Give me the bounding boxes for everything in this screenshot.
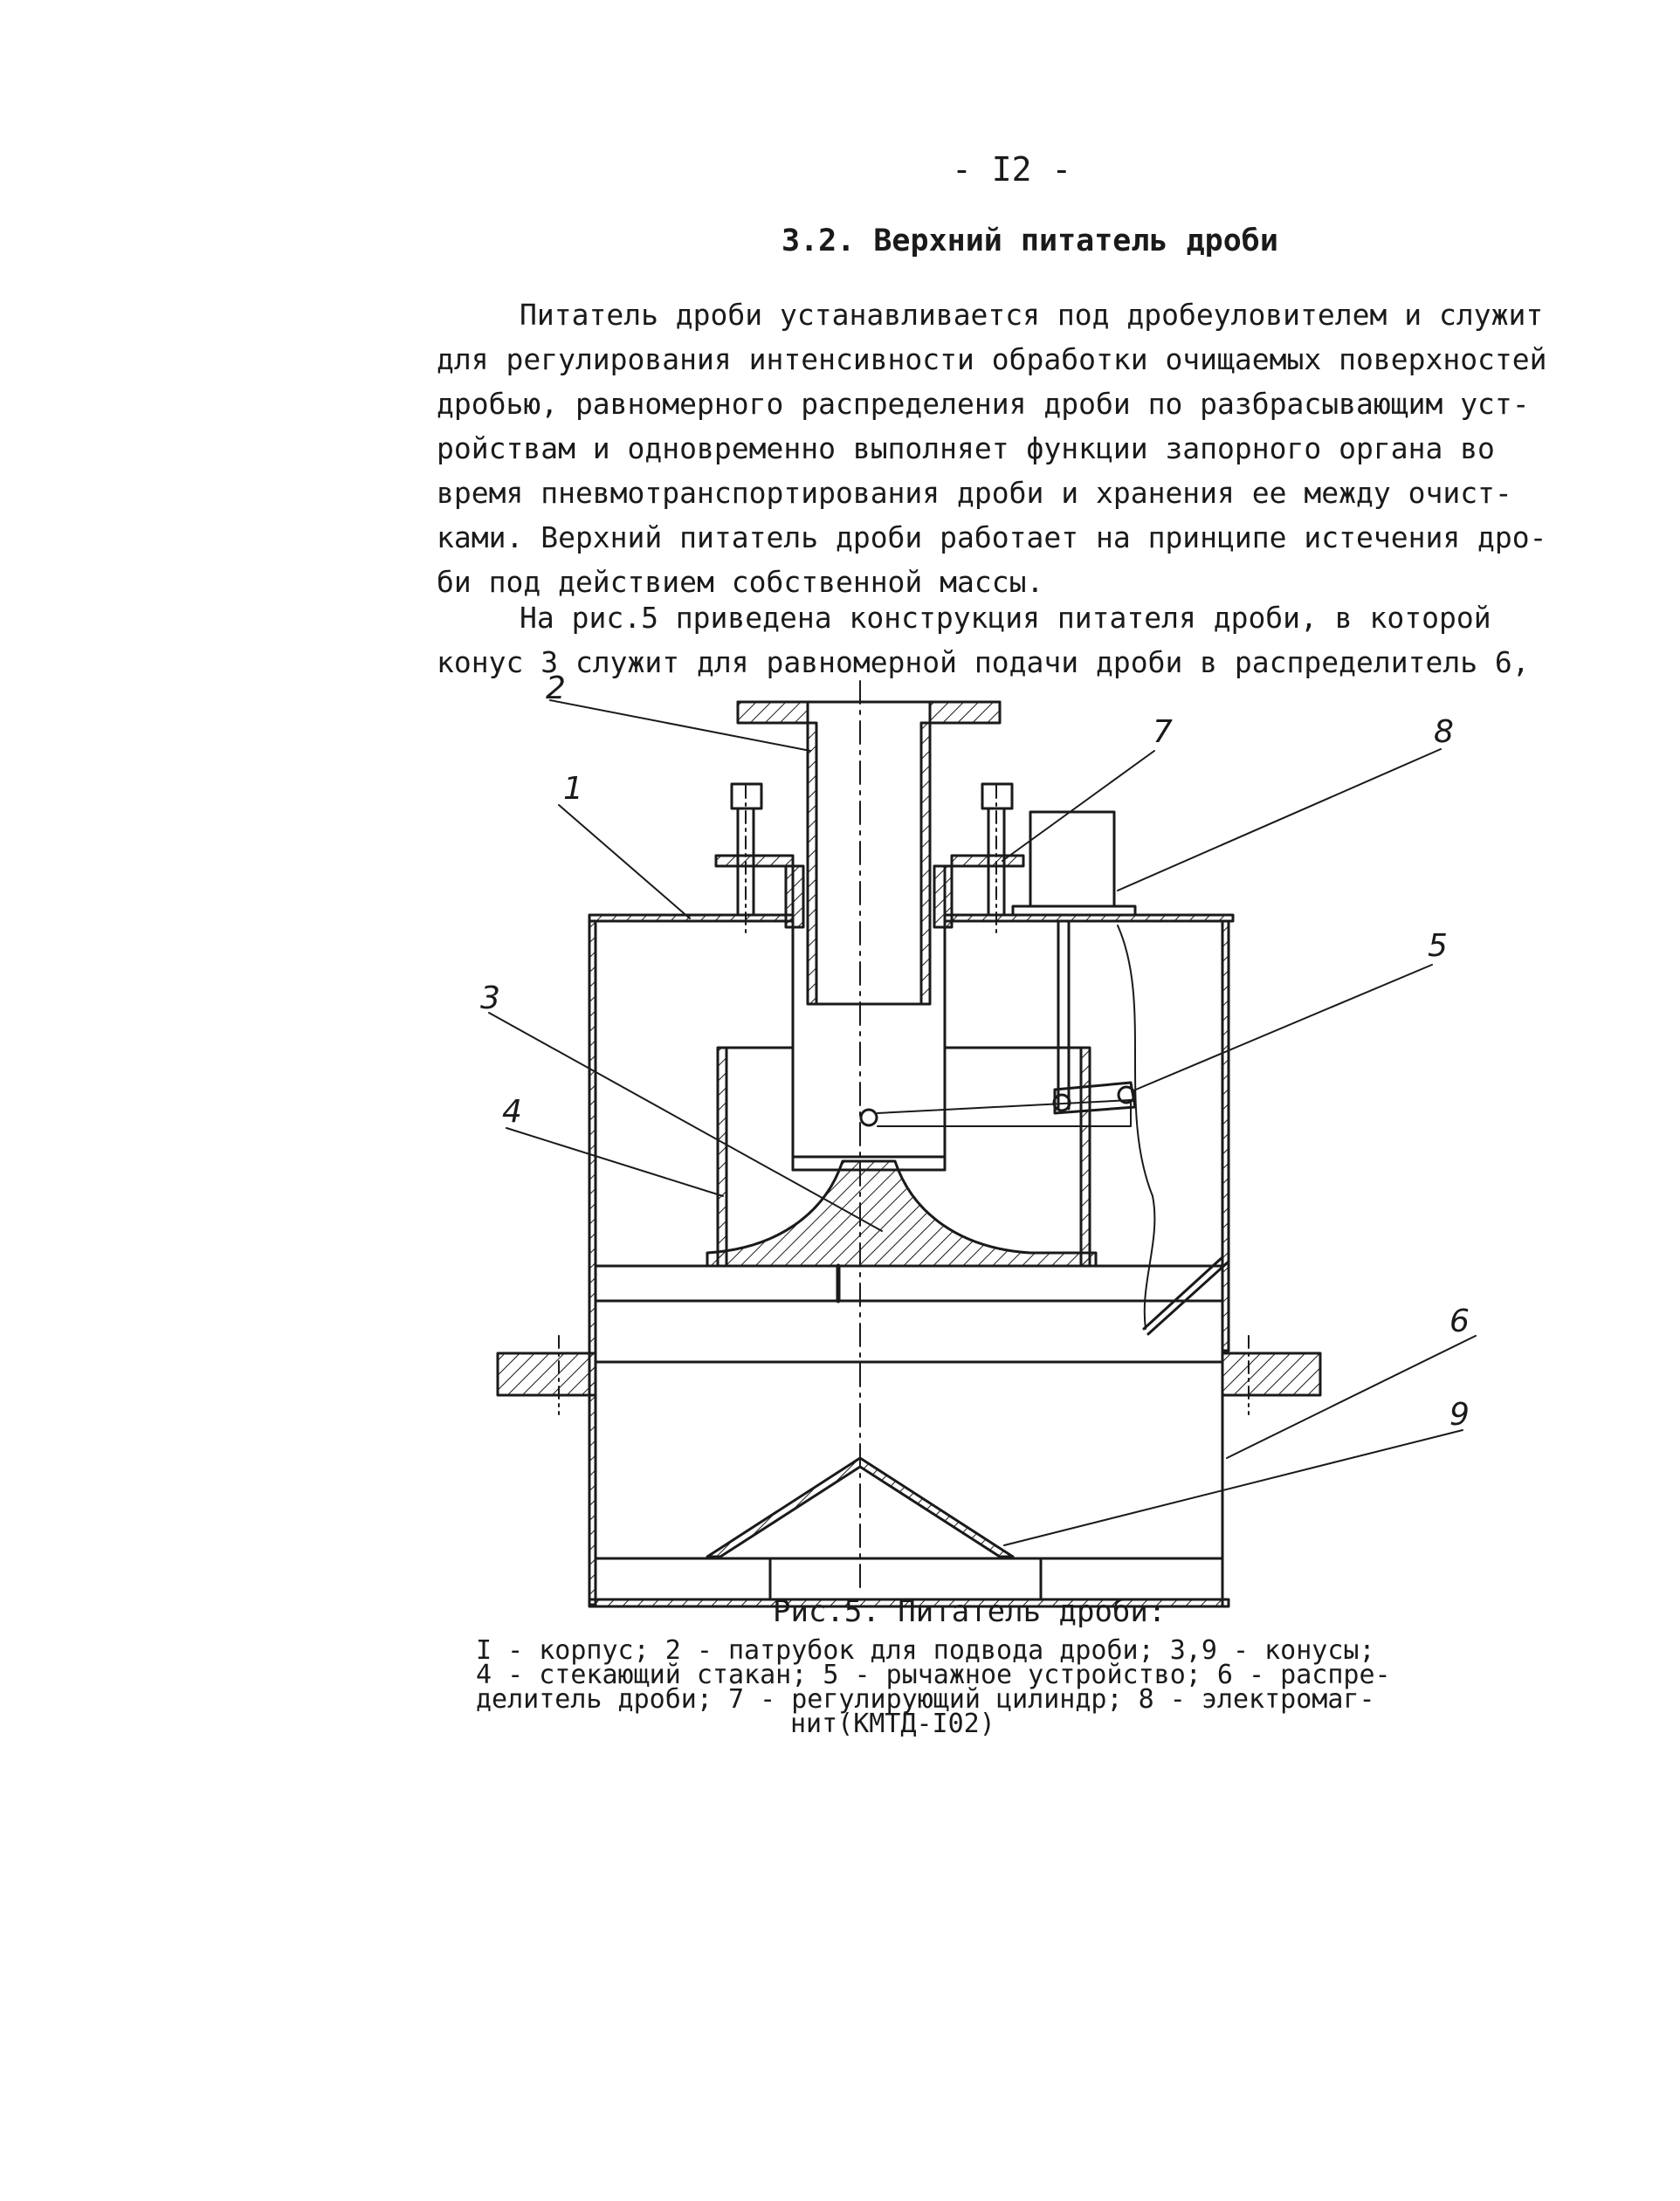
cone-upper <box>707 1161 1096 1266</box>
callout-8: 8 <box>1434 714 1454 750</box>
legend-line: делитель дроби; 7 - регулирующий цилиндр; 8 - электромаг- <box>476 1684 1375 1715</box>
callout-6: 6 <box>1449 1303 1470 1339</box>
legend-line: нит(КМТД-I02) <box>790 1709 995 1739</box>
text-line: время пневмотранспортирования дроби и хранения ее между очист- <box>437 476 1512 510</box>
inlet-flange <box>738 702 1000 723</box>
callout-4: 4 <box>502 1094 522 1130</box>
shot-feeder-drawing <box>480 671 1519 1598</box>
distributor <box>498 1266 1320 1606</box>
legend-line: 4 - стекающий стакан; 5 - рычажное устройство; 6 - распре- <box>476 1660 1391 1690</box>
paragraph-1 <box>437 292 1554 604</box>
callout-3: 3 <box>480 980 500 1016</box>
legend-line: I - корпус; 2 - патрубок для подвода дроби; 3,9 - конусы; <box>476 1635 1375 1666</box>
callout-5: 5 <box>1428 928 1448 964</box>
text-line: би под действием собственной массы. <box>437 565 1044 599</box>
paragraph-2 <box>437 595 1554 684</box>
callout-9: 9 <box>1449 1397 1470 1433</box>
lever-device <box>1054 1083 1135 1113</box>
text-line: ройствам и одновременно выполняет функции запорного органа во <box>437 431 1495 465</box>
section-title: 3.2. Верхний питатель дроби <box>781 224 1278 258</box>
electromagnet <box>1013 812 1135 1109</box>
page-number: - I2 - <box>952 150 1072 189</box>
text-line: Питатель дроби устанавливается под дробеуловителем и служит <box>520 298 1544 332</box>
callout-1: 1 <box>563 771 583 807</box>
leader-lines <box>489 700 1476 1545</box>
text-line: На рис.5 приведена конструкция питателя дроби, в которой <box>520 601 1491 635</box>
callout-7: 7 <box>1153 714 1173 750</box>
figure-legend <box>476 1635 1480 1739</box>
bolt-left <box>716 784 793 934</box>
text-line: ками. Верхний питатель дроби работает на принципе истечения дро- <box>437 520 1547 554</box>
text-line: для регулирования интенсивности обработки очищаемых поверхностей <box>437 342 1547 376</box>
callout-2: 2 <box>546 671 566 706</box>
figure-caption: Рис.5. Питатель дроби: <box>773 1594 1167 1629</box>
inlet-pipe <box>808 723 930 1004</box>
text-line: дробью, равномерного распределения дроби по разбрасывающим уст- <box>437 387 1530 421</box>
text-line: конус 3 служит для равномерной подачи дроби в распределитель 6, <box>437 645 1530 679</box>
